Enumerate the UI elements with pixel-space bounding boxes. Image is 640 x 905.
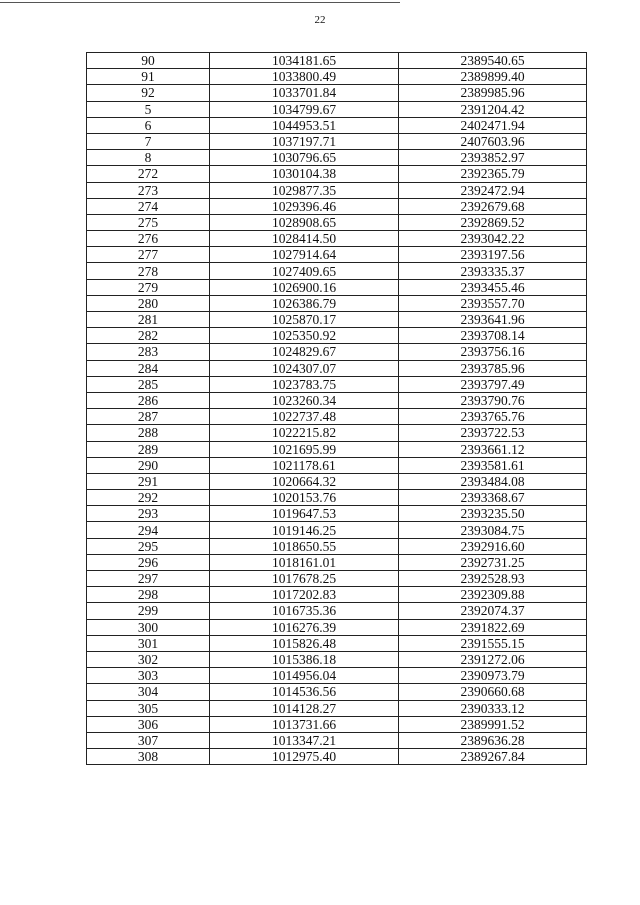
y-coordinate-cell: 2402471.94 bbox=[399, 117, 587, 133]
x-coordinate-cell: 1022737.48 bbox=[210, 409, 399, 425]
point-number-cell: 282 bbox=[87, 328, 210, 344]
table-row bbox=[87, 716, 587, 732]
y-coordinate-cell: 2393235.50 bbox=[399, 506, 587, 522]
x-coordinate-cell: 1013731.66 bbox=[210, 716, 399, 732]
x-coordinate-cell: 1023783.75 bbox=[210, 376, 399, 392]
point-number-cell: 280 bbox=[87, 295, 210, 311]
y-coordinate-cell: 2392365.79 bbox=[399, 166, 587, 182]
table-row bbox=[87, 214, 587, 230]
y-coordinate-cell: 2393765.76 bbox=[399, 409, 587, 425]
point-number-cell: 284 bbox=[87, 360, 210, 376]
y-coordinate-cell: 2407603.96 bbox=[399, 133, 587, 149]
point-number-cell: 272 bbox=[87, 166, 210, 182]
point-number-cell: 293 bbox=[87, 506, 210, 522]
x-coordinate-cell: 1021695.99 bbox=[210, 441, 399, 457]
table-row bbox=[87, 506, 587, 522]
y-coordinate-cell: 2392731.25 bbox=[399, 554, 587, 570]
x-coordinate-cell: 1034799.67 bbox=[210, 101, 399, 117]
table-row bbox=[87, 635, 587, 651]
point-number-cell: 297 bbox=[87, 571, 210, 587]
table-row bbox=[87, 360, 587, 376]
y-coordinate-cell: 2393197.56 bbox=[399, 247, 587, 263]
table-row bbox=[87, 619, 587, 635]
point-number-cell: 295 bbox=[87, 538, 210, 554]
point-number-cell: 300 bbox=[87, 619, 210, 635]
table-row bbox=[87, 425, 587, 441]
table-row bbox=[87, 328, 587, 344]
point-number-cell: 304 bbox=[87, 684, 210, 700]
point-number-cell: 292 bbox=[87, 490, 210, 506]
top-rule bbox=[0, 2, 400, 3]
table-body bbox=[87, 53, 587, 765]
table-row bbox=[87, 69, 587, 85]
x-coordinate-cell: 1037197.71 bbox=[210, 133, 399, 149]
y-coordinate-cell: 2393785.96 bbox=[399, 360, 587, 376]
y-coordinate-cell: 2393790.76 bbox=[399, 392, 587, 408]
y-coordinate-cell: 2393084.75 bbox=[399, 522, 587, 538]
table-row bbox=[87, 700, 587, 716]
point-number-cell: 306 bbox=[87, 716, 210, 732]
y-coordinate-cell: 2392869.52 bbox=[399, 214, 587, 230]
point-number-cell: 8 bbox=[87, 150, 210, 166]
y-coordinate-cell: 2393484.08 bbox=[399, 473, 587, 489]
x-coordinate-cell: 1044953.51 bbox=[210, 117, 399, 133]
x-coordinate-cell: 1027914.64 bbox=[210, 247, 399, 263]
x-coordinate-cell: 1018650.55 bbox=[210, 538, 399, 554]
point-number-cell: 302 bbox=[87, 651, 210, 667]
y-coordinate-cell: 2390333.12 bbox=[399, 700, 587, 716]
point-number-cell: 294 bbox=[87, 522, 210, 538]
x-coordinate-cell: 1013347.21 bbox=[210, 732, 399, 748]
table-row bbox=[87, 231, 587, 247]
x-coordinate-cell: 1034181.65 bbox=[210, 53, 399, 69]
point-number-cell: 285 bbox=[87, 376, 210, 392]
point-number-cell: 303 bbox=[87, 668, 210, 684]
point-number-cell: 308 bbox=[87, 749, 210, 765]
table-row bbox=[87, 117, 587, 133]
point-number-cell: 279 bbox=[87, 279, 210, 295]
x-coordinate-cell: 1026386.79 bbox=[210, 295, 399, 311]
x-coordinate-cell: 1019146.25 bbox=[210, 522, 399, 538]
y-coordinate-cell: 2393368.67 bbox=[399, 490, 587, 506]
x-coordinate-cell: 1024829.67 bbox=[210, 344, 399, 360]
point-number-cell: 5 bbox=[87, 101, 210, 117]
x-coordinate-cell: 1012975.40 bbox=[210, 749, 399, 765]
x-coordinate-cell: 1024307.07 bbox=[210, 360, 399, 376]
x-coordinate-cell: 1019647.53 bbox=[210, 506, 399, 522]
table-row bbox=[87, 392, 587, 408]
table-row bbox=[87, 263, 587, 279]
point-number-cell: 289 bbox=[87, 441, 210, 457]
table-row bbox=[87, 150, 587, 166]
point-number-cell: 307 bbox=[87, 732, 210, 748]
table-row bbox=[87, 490, 587, 506]
x-coordinate-cell: 1025350.92 bbox=[210, 328, 399, 344]
x-coordinate-cell: 1030796.65 bbox=[210, 150, 399, 166]
y-coordinate-cell: 2393756.16 bbox=[399, 344, 587, 360]
point-number-cell: 290 bbox=[87, 457, 210, 473]
x-coordinate-cell: 1023260.34 bbox=[210, 392, 399, 408]
y-coordinate-cell: 2391272.06 bbox=[399, 651, 587, 667]
point-number-cell: 291 bbox=[87, 473, 210, 489]
x-coordinate-cell: 1017202.83 bbox=[210, 587, 399, 603]
table-row bbox=[87, 538, 587, 554]
point-number-cell: 286 bbox=[87, 392, 210, 408]
x-coordinate-cell: 1033800.49 bbox=[210, 69, 399, 85]
x-coordinate-cell: 1014536.56 bbox=[210, 684, 399, 700]
table-row bbox=[87, 344, 587, 360]
x-coordinate-cell: 1016276.39 bbox=[210, 619, 399, 635]
table-row bbox=[87, 668, 587, 684]
y-coordinate-cell: 2393661.12 bbox=[399, 441, 587, 457]
y-coordinate-cell: 2389985.96 bbox=[399, 85, 587, 101]
point-number-cell: 301 bbox=[87, 635, 210, 651]
table-row bbox=[87, 473, 587, 489]
table-row bbox=[87, 279, 587, 295]
y-coordinate-cell: 2390660.68 bbox=[399, 684, 587, 700]
point-number-cell: 305 bbox=[87, 700, 210, 716]
point-number-cell: 281 bbox=[87, 312, 210, 328]
point-number-cell: 276 bbox=[87, 231, 210, 247]
y-coordinate-cell: 2392309.88 bbox=[399, 587, 587, 603]
x-coordinate-cell: 1020153.76 bbox=[210, 490, 399, 506]
point-number-cell: 6 bbox=[87, 117, 210, 133]
x-coordinate-cell: 1026900.16 bbox=[210, 279, 399, 295]
x-coordinate-cell: 1015386.18 bbox=[210, 651, 399, 667]
x-coordinate-cell: 1017678.25 bbox=[210, 571, 399, 587]
y-coordinate-cell: 2393335.37 bbox=[399, 263, 587, 279]
coordinates-table bbox=[86, 52, 587, 765]
point-number-cell: 296 bbox=[87, 554, 210, 570]
x-coordinate-cell: 1029396.46 bbox=[210, 198, 399, 214]
table-row bbox=[87, 85, 587, 101]
table-row bbox=[87, 587, 587, 603]
y-coordinate-cell: 2389267.84 bbox=[399, 749, 587, 765]
x-coordinate-cell: 1033701.84 bbox=[210, 85, 399, 101]
y-coordinate-cell: 2392074.37 bbox=[399, 603, 587, 619]
y-coordinate-cell: 2393797.49 bbox=[399, 376, 587, 392]
table-row bbox=[87, 376, 587, 392]
table-row bbox=[87, 651, 587, 667]
table-row bbox=[87, 198, 587, 214]
x-coordinate-cell: 1020664.32 bbox=[210, 473, 399, 489]
x-coordinate-cell: 1016735.36 bbox=[210, 603, 399, 619]
x-coordinate-cell: 1028414.50 bbox=[210, 231, 399, 247]
y-coordinate-cell: 2393708.14 bbox=[399, 328, 587, 344]
y-coordinate-cell: 2392916.60 bbox=[399, 538, 587, 554]
point-number-cell: 7 bbox=[87, 133, 210, 149]
y-coordinate-cell: 2393581.61 bbox=[399, 457, 587, 473]
point-number-cell: 298 bbox=[87, 587, 210, 603]
x-coordinate-cell: 1015826.48 bbox=[210, 635, 399, 651]
x-coordinate-cell: 1025870.17 bbox=[210, 312, 399, 328]
point-number-cell: 288 bbox=[87, 425, 210, 441]
x-coordinate-cell: 1014128.27 bbox=[210, 700, 399, 716]
table-row bbox=[87, 182, 587, 198]
y-coordinate-cell: 2393557.70 bbox=[399, 295, 587, 311]
x-coordinate-cell: 1014956.04 bbox=[210, 668, 399, 684]
page-number: 22 bbox=[314, 14, 326, 26]
table-row bbox=[87, 247, 587, 263]
y-coordinate-cell: 2391555.15 bbox=[399, 635, 587, 651]
x-coordinate-cell: 1018161.01 bbox=[210, 554, 399, 570]
x-coordinate-cell: 1027409.65 bbox=[210, 263, 399, 279]
x-coordinate-cell: 1029877.35 bbox=[210, 182, 399, 198]
y-coordinate-cell: 2391204.42 bbox=[399, 101, 587, 117]
point-number-cell: 92 bbox=[87, 85, 210, 101]
point-number-cell: 277 bbox=[87, 247, 210, 263]
point-number-cell: 90 bbox=[87, 53, 210, 69]
y-coordinate-cell: 2393852.97 bbox=[399, 150, 587, 166]
table-row bbox=[87, 409, 587, 425]
point-number-cell: 283 bbox=[87, 344, 210, 360]
point-number-cell: 299 bbox=[87, 603, 210, 619]
point-number-cell: 274 bbox=[87, 198, 210, 214]
y-coordinate-cell: 2389899.40 bbox=[399, 69, 587, 85]
table-row bbox=[87, 749, 587, 765]
table-row bbox=[87, 166, 587, 182]
table-row bbox=[87, 684, 587, 700]
point-number-cell: 91 bbox=[87, 69, 210, 85]
table-row bbox=[87, 312, 587, 328]
x-coordinate-cell: 1022215.82 bbox=[210, 425, 399, 441]
table-row bbox=[87, 522, 587, 538]
y-coordinate-cell: 2392679.68 bbox=[399, 198, 587, 214]
y-coordinate-cell: 2389991.52 bbox=[399, 716, 587, 732]
y-coordinate-cell: 2393722.53 bbox=[399, 425, 587, 441]
table-row bbox=[87, 133, 587, 149]
coordinates-table-container bbox=[86, 52, 586, 765]
table-row bbox=[87, 571, 587, 587]
y-coordinate-cell: 2393042.22 bbox=[399, 231, 587, 247]
x-coordinate-cell: 1030104.38 bbox=[210, 166, 399, 182]
table-row bbox=[87, 101, 587, 117]
x-coordinate-cell: 1028908.65 bbox=[210, 214, 399, 230]
y-coordinate-cell: 2392528.93 bbox=[399, 571, 587, 587]
y-coordinate-cell: 2389540.65 bbox=[399, 53, 587, 69]
x-coordinate-cell: 1021178.61 bbox=[210, 457, 399, 473]
table-row bbox=[87, 554, 587, 570]
y-coordinate-cell: 2393641.96 bbox=[399, 312, 587, 328]
table-row bbox=[87, 603, 587, 619]
y-coordinate-cell: 2392472.94 bbox=[399, 182, 587, 198]
table-row bbox=[87, 295, 587, 311]
point-number-cell: 275 bbox=[87, 214, 210, 230]
table-row bbox=[87, 53, 587, 69]
table-row bbox=[87, 441, 587, 457]
point-number-cell: 287 bbox=[87, 409, 210, 425]
y-coordinate-cell: 2389636.28 bbox=[399, 732, 587, 748]
y-coordinate-cell: 2393455.46 bbox=[399, 279, 587, 295]
point-number-cell: 278 bbox=[87, 263, 210, 279]
table-row bbox=[87, 732, 587, 748]
y-coordinate-cell: 2390973.79 bbox=[399, 668, 587, 684]
y-coordinate-cell: 2391822.69 bbox=[399, 619, 587, 635]
table-row bbox=[87, 457, 587, 473]
point-number-cell: 273 bbox=[87, 182, 210, 198]
